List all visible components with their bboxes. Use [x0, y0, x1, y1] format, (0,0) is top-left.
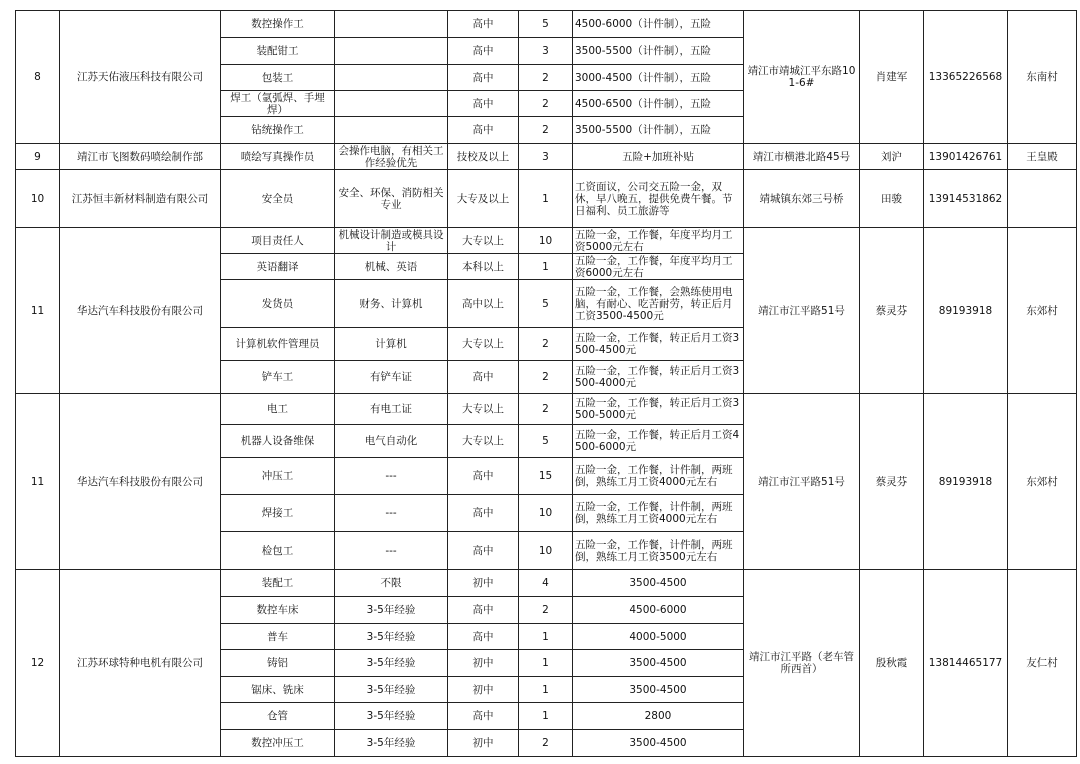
row-number-cell: 11 — [16, 394, 60, 570]
education-cell: 初中 — [448, 730, 519, 757]
education-cell: 高中 — [448, 65, 519, 91]
headcount-cell: 10 — [519, 228, 573, 254]
headcount-cell: 1 — [519, 170, 573, 228]
job-title-cell: 数控操作工 — [221, 11, 335, 38]
phone-cell: 13814465177 — [924, 570, 1008, 757]
job-requirement-cell: 会操作电脑，有相关工作经验优先 — [335, 144, 448, 170]
job-requirement-cell: 3-5年经验 — [335, 597, 448, 624]
headcount-cell: 5 — [519, 425, 573, 458]
education-cell: 高中 — [448, 11, 519, 38]
job-requirement-cell: 不限 — [335, 570, 448, 597]
job-requirement-cell: --- — [335, 532, 448, 570]
job-requirement-cell — [335, 38, 448, 65]
company-name-cell: 江苏天佑液压科技有限公司 — [60, 11, 221, 144]
table-row — [16, 570, 1077, 597]
row-number-cell: 8 — [16, 11, 60, 144]
address-cell: 靖江市江平路51号 — [744, 228, 860, 394]
phone-cell: 13901426761 — [924, 144, 1008, 170]
address-cell: 靖江市横港北路45号 — [744, 144, 860, 170]
row-number-cell: 11 — [16, 228, 60, 394]
education-cell: 技校及以上 — [448, 144, 519, 170]
salary-benefit-cell: 工资面议，公司交五险一金，双休，早八晚五，提供免费午餐。节日福利、员工旅游等 — [573, 170, 744, 228]
contact-person-cell: 蔡灵芬 — [860, 394, 924, 570]
headcount-cell: 10 — [519, 532, 573, 570]
address-cell: 靖江市江平路（老车管所西首） — [744, 570, 860, 757]
job-title-cell: 焊接工 — [221, 495, 335, 532]
headcount-cell: 2 — [519, 730, 573, 757]
row-number-cell: 12 — [16, 570, 60, 757]
job-title-cell: 锯床、铣床 — [221, 677, 335, 703]
row-number-cell: 9 — [16, 144, 60, 170]
job-title-cell: 喷绘写真操作员 — [221, 144, 335, 170]
company-name-cell: 江苏恒丰新材料制造有限公司 — [60, 170, 221, 228]
education-cell: 大专以上 — [448, 228, 519, 254]
job-requirement-cell: 有铲车证 — [335, 361, 448, 394]
job-listing-table — [15, 10, 1077, 757]
headcount-cell: 15 — [519, 458, 573, 495]
job-title-cell: 冲压工 — [221, 458, 335, 495]
job-requirement-cell — [335, 91, 448, 117]
job-title-cell: 装配工 — [221, 570, 335, 597]
headcount-cell: 5 — [519, 11, 573, 38]
education-cell: 初中 — [448, 570, 519, 597]
phone-cell: 13914531862 — [924, 170, 1008, 228]
education-cell: 初中 — [448, 650, 519, 677]
education-cell: 高中 — [448, 458, 519, 495]
salary-benefit-cell: 4500-6500（计件制），五险 — [573, 91, 744, 117]
job-requirement-cell — [335, 117, 448, 144]
education-cell: 高中 — [448, 597, 519, 624]
job-requirement-cell: 电气自动化 — [335, 425, 448, 458]
job-title-cell: 英语翻译 — [221, 254, 335, 280]
salary-benefit-cell: 五险+加班补贴 — [573, 144, 744, 170]
salary-benefit-cell: 3500-5500（计件制），五险 — [573, 38, 744, 65]
job-requirement-cell: 3-5年经验 — [335, 730, 448, 757]
salary-benefit-cell: 3500-4500 — [573, 730, 744, 757]
job-title-cell: 发货员 — [221, 280, 335, 328]
contact-person-cell: 蔡灵芬 — [860, 228, 924, 394]
education-cell: 初中 — [448, 677, 519, 703]
job-title-cell: 安全员 — [221, 170, 335, 228]
village-cell: 王皇殿 — [1008, 144, 1077, 170]
job-requirement-cell: --- — [335, 495, 448, 532]
village-cell — [1008, 170, 1077, 228]
headcount-cell: 1 — [519, 703, 573, 730]
salary-benefit-cell: 五险一金，工作餐，计件制，两班倒，熟练工月工资4000元左右 — [573, 458, 744, 495]
job-requirement-cell: 3-5年经验 — [335, 703, 448, 730]
company-name-cell: 江苏环球特种电机有限公司 — [60, 570, 221, 757]
job-title-cell: 装配钳工 — [221, 38, 335, 65]
table-row — [16, 394, 1077, 425]
education-cell: 高中 — [448, 91, 519, 117]
headcount-cell: 2 — [519, 328, 573, 361]
headcount-cell: 3 — [519, 144, 573, 170]
education-cell: 大专以上 — [448, 394, 519, 425]
education-cell: 大专及以上 — [448, 170, 519, 228]
phone-cell: 89193918 — [924, 228, 1008, 394]
headcount-cell: 1 — [519, 677, 573, 703]
job-requirement-cell: 机械、英语 — [335, 254, 448, 280]
headcount-cell: 1 — [519, 254, 573, 280]
table-row — [16, 228, 1077, 254]
salary-benefit-cell: 五险一金，工作餐，转正后月工资3500-5000元 — [573, 394, 744, 425]
salary-benefit-cell: 五险一金，工作餐，转正后月工资3500-4500元 — [573, 328, 744, 361]
education-cell: 高中 — [448, 38, 519, 65]
contact-person-cell: 刘沪 — [860, 144, 924, 170]
job-title-cell: 包装工 — [221, 65, 335, 91]
contact-person-cell: 田骏 — [860, 170, 924, 228]
salary-benefit-cell: 3000-4500（计件制），五险 — [573, 65, 744, 91]
job-listing-sheet — [15, 10, 1077, 757]
job-title-cell: 检包工 — [221, 532, 335, 570]
job-requirement-cell: 计算机 — [335, 328, 448, 361]
job-requirement-cell: 3-5年经验 — [335, 677, 448, 703]
salary-benefit-cell: 2800 — [573, 703, 744, 730]
headcount-cell: 4 — [519, 570, 573, 597]
salary-benefit-cell: 五险一金，工作餐，计件制，两班倒，熟练工月工资4000元左右 — [573, 495, 744, 532]
salary-benefit-cell: 3500-4500 — [573, 677, 744, 703]
phone-cell: 89193918 — [924, 394, 1008, 570]
village-cell: 东郊村 — [1008, 394, 1077, 570]
job-title-cell: 焊工（氩弧焊、手埋焊） — [221, 91, 335, 117]
education-cell: 高中 — [448, 703, 519, 730]
company-name-cell: 靖江市飞图数码喷绘制作部 — [60, 144, 221, 170]
job-requirement-cell: 安全、环保、消防相关专业 — [335, 170, 448, 228]
address-cell: 靖城镇东郊三号桥 — [744, 170, 860, 228]
job-title-cell: 机器人设备维保 — [221, 425, 335, 458]
job-requirement-cell: 机械设计制造或模具设计 — [335, 228, 448, 254]
table-row — [16, 11, 1077, 38]
headcount-cell: 2 — [519, 361, 573, 394]
headcount-cell: 3 — [519, 38, 573, 65]
education-cell: 大专以上 — [448, 328, 519, 361]
education-cell: 高中 — [448, 624, 519, 650]
headcount-cell: 2 — [519, 597, 573, 624]
education-cell: 大专以上 — [448, 425, 519, 458]
education-cell: 高中 — [448, 532, 519, 570]
salary-benefit-cell: 4000-5000 — [573, 624, 744, 650]
salary-benefit-cell: 五险一金，工作餐，年度平均月工资6000元左右 — [573, 254, 744, 280]
phone-cell: 13365226568 — [924, 11, 1008, 144]
job-requirement-cell: --- — [335, 458, 448, 495]
salary-benefit-cell: 五险一金，工作餐，计件制，两班倒，熟练工月工资3500元左右 — [573, 532, 744, 570]
education-cell: 高中 — [448, 495, 519, 532]
salary-benefit-cell: 3500-4500 — [573, 570, 744, 597]
job-title-cell: 数控冲压工 — [221, 730, 335, 757]
job-title-cell: 电工 — [221, 394, 335, 425]
job-title-cell: 仓管 — [221, 703, 335, 730]
contact-person-cell: 肖建军 — [860, 11, 924, 144]
job-requirement-cell: 3-5年经验 — [335, 650, 448, 677]
village-cell: 东郊村 — [1008, 228, 1077, 394]
job-requirement-cell: 3-5年经验 — [335, 624, 448, 650]
education-cell: 本科以上 — [448, 254, 519, 280]
headcount-cell: 1 — [519, 624, 573, 650]
salary-benefit-cell: 五险一金，工作餐，会熟练使用电脑，有耐心、吃苦耐劳，转正后月工资3500-4500元 — [573, 280, 744, 328]
address-cell: 靖江市靖城江平东路101-6# — [744, 11, 860, 144]
headcount-cell: 2 — [519, 117, 573, 144]
headcount-cell: 2 — [519, 394, 573, 425]
job-requirement-cell — [335, 65, 448, 91]
company-name-cell: 华达汽车科技股份有限公司 — [60, 394, 221, 570]
headcount-cell: 1 — [519, 650, 573, 677]
education-cell: 高中 — [448, 117, 519, 144]
job-title-cell: 项目责任人 — [221, 228, 335, 254]
headcount-cell: 10 — [519, 495, 573, 532]
job-requirement-cell: 有电工证 — [335, 394, 448, 425]
job-table-body — [16, 11, 1077, 757]
education-cell: 高中 — [448, 361, 519, 394]
village-cell: 友仁村 — [1008, 570, 1077, 757]
headcount-cell: 2 — [519, 65, 573, 91]
headcount-cell: 5 — [519, 280, 573, 328]
contact-person-cell: 殷秋霞 — [860, 570, 924, 757]
table-row — [16, 170, 1077, 228]
salary-benefit-cell: 3500-5500（计件制），五险 — [573, 117, 744, 144]
salary-benefit-cell: 五险一金，工作餐，转正后月工资3500-4000元 — [573, 361, 744, 394]
job-title-cell: 钻统操作工 — [221, 117, 335, 144]
salary-benefit-cell: 4500-6000 — [573, 597, 744, 624]
job-title-cell: 铸铝 — [221, 650, 335, 677]
table-row — [16, 144, 1077, 170]
job-title-cell: 铲车工 — [221, 361, 335, 394]
salary-benefit-cell: 五险一金，工作餐，转正后月工资4500-6000元 — [573, 425, 744, 458]
job-title-cell: 数控车床 — [221, 597, 335, 624]
salary-benefit-cell: 3500-4500 — [573, 650, 744, 677]
village-cell: 东南村 — [1008, 11, 1077, 144]
address-cell: 靖江市江平路51号 — [744, 394, 860, 570]
company-name-cell: 华达汽车科技股份有限公司 — [60, 228, 221, 394]
job-requirement-cell — [335, 11, 448, 38]
salary-benefit-cell: 4500-6000（计件制），五险 — [573, 11, 744, 38]
salary-benefit-cell: 五险一金，工作餐，年度平均月工资5000元左右 — [573, 228, 744, 254]
job-title-cell: 计算机软件管理员 — [221, 328, 335, 361]
education-cell: 高中以上 — [448, 280, 519, 328]
job-requirement-cell: 财务、计算机 — [335, 280, 448, 328]
job-title-cell: 普车 — [221, 624, 335, 650]
headcount-cell: 2 — [519, 91, 573, 117]
row-number-cell: 10 — [16, 170, 60, 228]
